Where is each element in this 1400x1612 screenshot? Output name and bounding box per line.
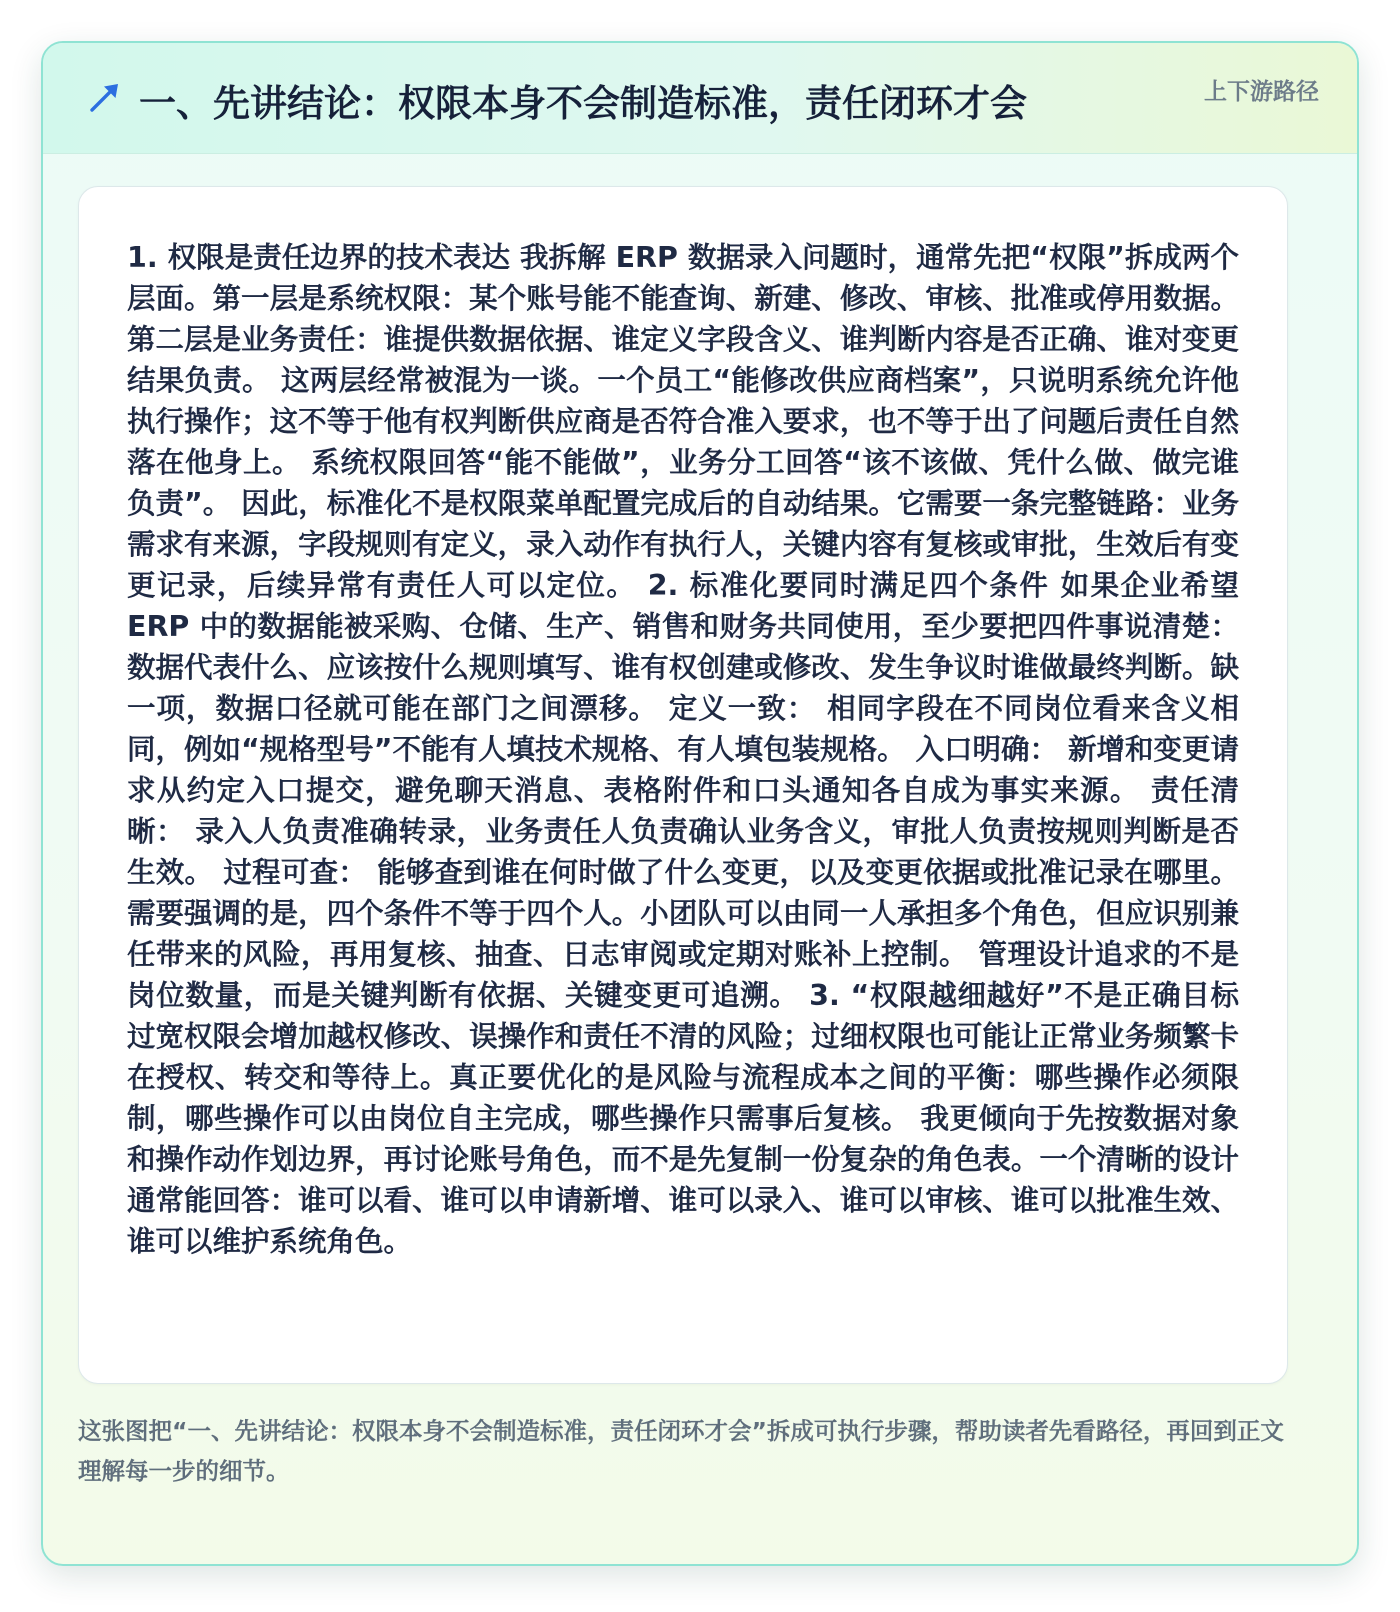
figure-caption: 这张图把“一、先讲结论：权限本身不会制造标准，责任闭环才会”拆成可执行步骤，帮助读者先看路径，再回到正文理解每一步的细节。 [78, 1417, 1284, 1485]
body-paragraph: 1. 权限是责任边界的技术表达 我拆解 ERP 数据录入问题时，通常先把“权限”拆成两个层面。第一层是系统权限：某个账号能不能查询、新建、修改、审核、批准或停用数据。第二层是业务责任：谁提供数据依据、谁定义字段含义、谁判断内容是否正确、谁对变更结果负责。 这两层经常被混为一谈。一个员工“能修改供应商档案”，只说明系统允许他执行操作；这不等于他有权判断供应商是否符合准入要求，也不等于出了问题后责任自然落在他身上。 系统权限回答“能不能做”，业务分工回答“该不该做、凭什么做、做完谁负责”。 因此，标准化不是权限菜单配置完成后的自动结果。它需要一条完整链路：业务需求有来源，字段规则有定义，录入动作有执行人，关键内容有复核或审批，生效后有变更记录，后续异常有责任人可以定位。 2. 标准化要同时满足四个条件 如果企业希望 ERP 中的数据能被采购、仓储、生产、销售和财务共同使用，至少要把四件事说清楚：数据代表什么、应该按什么规则填写、谁有权创建或修改、发生争议时谁做最终判断。缺一项，数据口径就可能在部门之间漂移。 定义一致： 相同字段在不同岗位看来含义相同，例如“规格型号”不能有人填技术规格、有人填包装规格。 入口明确： 新增和变更请求从约定入口提交，避免聊天消息、表格附件和口头通知各自成为事实来源。 责任清晰： 录入人负责准确转录，业务责任人负责确认业务含义，审批人负责按规则判断是否生效。 过程可查： 能够查到谁在何时做了什么变更，以及变更依据或批准记录在哪里。 需要强调的是，四个条件不等于四个人。小团队可以由同一人承担多个角色，但应识别兼任带来的风险，再用复核、抽查、日志审阅或定期对账补上控制。 管理设计追求的不是岗位数量，而是关键判断有依据、关键变更可追溯。 3. “权限越细越好”不是正确目标 过宽权限会增加越权修改、误操作和责任不清的风险；过细权限也可能让正常业务频繁卡在授权、转交和等待上。真正要优化的是风险与流程成本之间的平衡：哪些操作必须限制，哪些操作可以由岗位自主完成，哪些操作只需事后复核。 我更倾向于先按数据对象和操作动作划边界，再讨论账号角色，而不是先复制一份复杂的角色表。一个清晰的设计通常能回答：谁可以看、谁可以申请新增、谁可以录入、谁可以审核、谁可以批准生效、谁可以维护系统角色。 [127, 241, 1239, 1258]
north-east-arrow-icon [88, 80, 122, 114]
route-tag: 上下游路径 [1204, 79, 1319, 105]
section-title: 一、先讲结论：权限本身不会制造标准，责任闭环才会 [139, 82, 1027, 125]
content-panel [78, 186, 1288, 1384]
section-header [43, 43, 1357, 154]
section-card [41, 41, 1359, 1566]
